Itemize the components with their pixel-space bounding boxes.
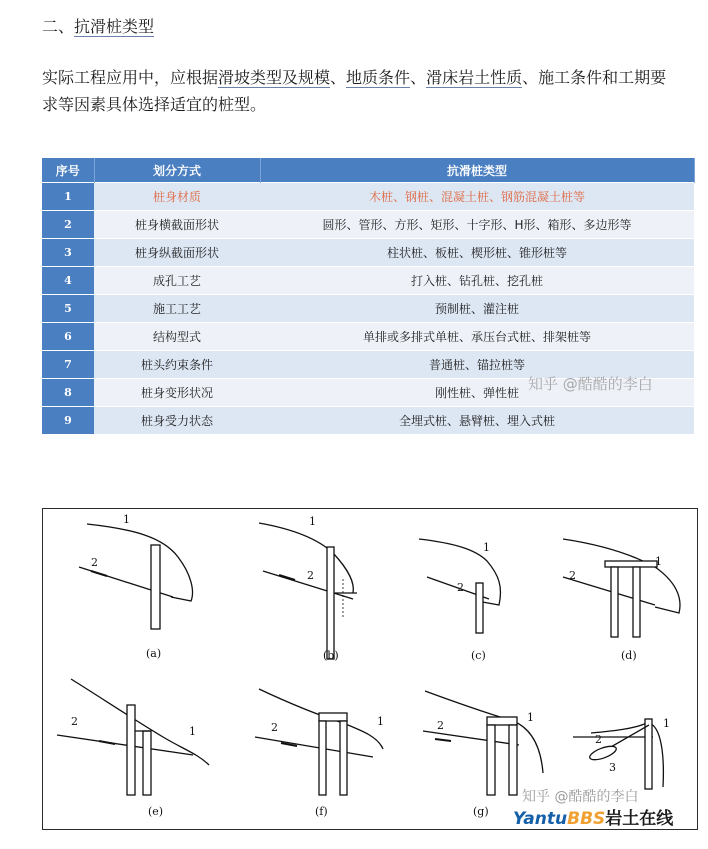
caption-d: (d) [621,649,637,662]
label-1: 1 [483,541,490,554]
row-types: 普通桩、锚拉桩等 [260,351,694,379]
diagram-c [419,539,501,662]
bbs-text: BBS [567,809,606,829]
row-method: 施工工艺 [94,295,260,323]
heading-title: 抗滑桩类型 [74,17,155,36]
row-method: 桩身纵截面形状 [94,239,260,267]
label-2: 2 [569,569,576,582]
diagram-f [255,689,384,818]
label-1: 1 [377,715,384,728]
para-text-1: 实际工程应用中，应根据 [42,68,219,87]
row-num: 2 [42,211,94,239]
heading-prefix: 二、 [42,17,75,36]
row-method: 桩身横截面形状 [94,211,260,239]
row-method: 桩身受力状态 [94,407,260,435]
row-num: 4 [42,267,94,295]
caption-e: (e) [148,805,164,818]
row-types: 刚性桩、弹性桩 [260,379,694,407]
table-row [42,183,694,211]
row-types: 柱状桩、板桩、楔形桩、锥形桩等 [260,239,694,267]
label-1: 1 [527,711,534,724]
row-types: 圆形、管形、方形、矩形、十字形、H形、箱形、多边形等 [260,211,694,239]
label-1: 1 [123,513,130,526]
link-bed-soil[interactable]: 滑床岩土性质 [426,68,523,87]
row-types: 全埋式桩、悬臂桩、埋入式桩 [260,407,694,435]
link-landslide-type[interactable]: 滑坡类型及规模 [218,68,331,87]
table-row [42,267,694,295]
row-types: 木桩、钢桩、混凝土桩、钢筋混凝土桩等 [260,183,694,211]
row-num: 3 [42,239,94,267]
diagram-d [563,539,680,662]
table-row [42,211,694,239]
row-types: 单排或多排式单桩、承压台式桩、排架桩等 [260,323,694,351]
label-1: 1 [189,725,196,738]
diagram-b [259,515,357,662]
para-text-4: 、施工条件和工期要求等因素具体选择适宜的桩型。 [42,68,667,114]
diagram-a [79,513,192,660]
table-row [42,407,694,435]
label-2: 2 [457,581,464,594]
intro-paragraph [42,64,682,118]
caption-c: (c) [471,649,486,662]
label-2: 2 [71,715,78,728]
table-row [42,295,694,323]
pile-diagrams-svg [43,509,697,829]
row-method: 桩身变形状况 [94,379,260,407]
label-1: 1 [309,515,316,528]
zhihu-watermark: 知乎 @酷酷的李白 [528,375,653,393]
row-method: 桩身材质 [94,183,260,211]
label-2: 2 [595,733,602,746]
row-method: 成孔工艺 [94,267,260,295]
row-num: 9 [42,407,94,435]
section-heading [42,14,154,37]
label-2: 2 [437,719,444,732]
header-method: 划分方式 [94,158,260,183]
row-num: 6 [42,323,94,351]
row-types: 预制桩、灌注桩 [260,295,694,323]
header-num: 序号 [42,158,94,183]
label-2: 2 [307,569,314,582]
diagram-e [57,679,209,818]
label-2: 2 [91,556,98,569]
table-row [42,239,694,267]
caption-f: (f) [315,805,328,818]
diagram-h [573,717,670,789]
yantu-cn-text: 岩土在线 [605,809,674,829]
yantu-text: Yantu [513,809,568,829]
caption-b: (b) [323,649,339,662]
link-geology[interactable]: 地质条件 [346,68,411,87]
caption-a: (a) [146,647,162,660]
table-row [42,323,694,351]
yantu-watermark [513,804,673,829]
label-1: 1 [663,717,670,730]
label-1: 1 [655,555,662,568]
row-num: 5 [42,295,94,323]
row-method: 结构型式 [94,323,260,351]
row-num: 1 [42,183,94,211]
para-text-3: 、 [410,68,427,87]
pile-diagram-figure [42,508,698,830]
label-2: 2 [271,721,278,734]
row-num: 7 [42,351,94,379]
label-3: 3 [609,761,616,774]
zhihu-watermark-2: 知乎 @酷酷的李白 [522,789,639,805]
row-method: 桩头约束条件 [94,351,260,379]
row-types: 打入桩、钻孔桩、挖孔桩 [260,267,694,295]
caption-g: (g) [473,805,489,818]
table-header-row [42,158,694,183]
para-text-2: 、 [330,68,347,87]
row-num: 8 [42,379,94,407]
header-types: 抗滑桩类型 [260,158,694,183]
